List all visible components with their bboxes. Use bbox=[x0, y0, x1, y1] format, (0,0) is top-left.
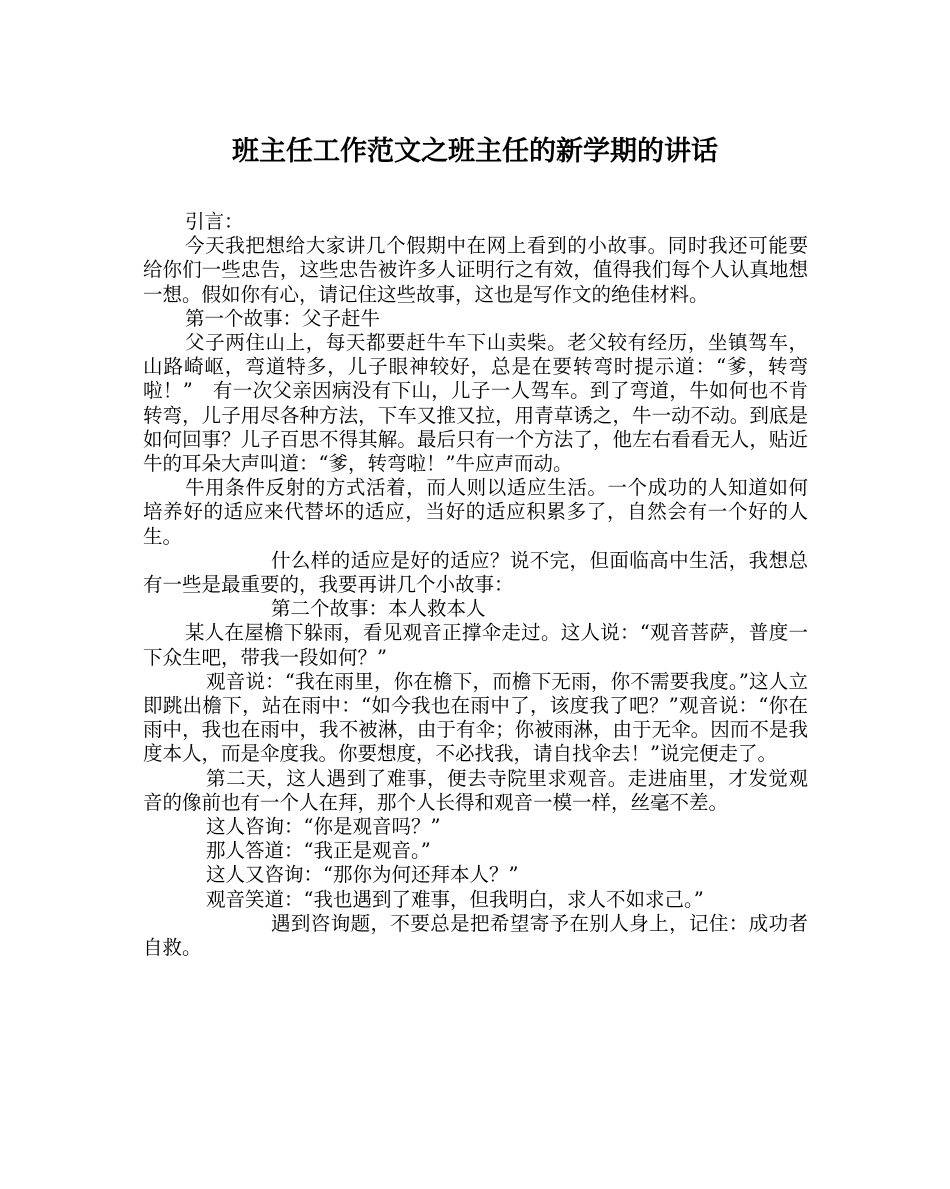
paragraph: 什么样的适应是好的适应？说不完，但面临高中生活，我想总有一些是最重要的，我要再讲几个小故事： bbox=[143, 548, 808, 597]
paragraph: 引言： bbox=[185, 210, 244, 233]
paragraph: 这人又咨询：“那你为何还拜本人？” bbox=[206, 863, 519, 887]
paragraph: 那人答道：“我正是观音。” bbox=[206, 839, 431, 863]
paragraph: 今天我把想给大家讲几个假期中在网上看到的小故事。同时我还可能要给你们一些忠告，这些忠告被许多人证明行之有效，值得我们每个人认真地想一想。假如你有心，请记住这些故事，这也是写作文的绝佳材料。 bbox=[143, 234, 808, 306]
paragraph: 遇到咨询题，不要总是把希望寄予在别人身上，记住：成功者自救。 bbox=[143, 911, 808, 960]
paragraph: 观音笑道：“我也遇到了难事，但我明白，求人不如求己。” bbox=[206, 887, 704, 911]
paragraph: 观音说：“我在雨里，你在檐下，而檐下无雨，你不需要我度。”这人立即跳出檐下，站在雨中：“如今我也在雨中了，该度我了吧？”观音说：“你在雨中，我也在雨中，我不被淋，由于有伞；你被雨淋，由于无伞。因而不是我度本人，而是伞度我。你要想度，不必找我，请自找伞去！”说完便走了。 bbox=[143, 669, 808, 766]
paragraph: 这人咨询：“你是观音吗？” bbox=[206, 815, 441, 839]
paragraph: 第一个故事：父子赶牛 bbox=[185, 306, 381, 330]
paragraph: 父子两住山上，每天都要赶牛车下山卖柴。老父较有经历，坐镇驾车，山路崎岖，弯道特多，儿子眼神较好，总是在要转弯时提示道：“爹，转弯啦！” 有一次父亲因病没有下山，儿子一人驾车。到了弯道，牛如何也不肯转弯，儿子用尽各种方法，下车又推又拉，用青草诱之，牛一动不动。到底是如何回事？儿子百思不得其解。最后只有一个方法了，他左右看看无人，贴近牛的耳朵大声叫道：“爹，转弯啦！”牛应声而动。 bbox=[143, 331, 808, 476]
paragraph: 第二天，这人遇到了难事，便去寺院里求观音。走进庙里，才发觉观音的像前也有一个人在拜，那个人长得和观音一模一样，丝毫不差。 bbox=[143, 766, 808, 814]
paragraph: 第二个故事：本人救本人 bbox=[271, 597, 486, 621]
paragraph: 牛用条件反射的方式活着，而人则以适应生活。一个成功的人知道如何培养好的适应来代替坏的适应，当好的适应积累多了，自然会有一个好的人生。 bbox=[143, 476, 808, 548]
document-body bbox=[143, 210, 808, 960]
document-title: 班主任工作范文之班主任的新学期的讲话 bbox=[232, 136, 718, 167]
paragraph: 某人在屋檐下躲雨，看见观音正撑伞走过。这人说：“观音菩萨，普度一下众生吧，带我一段如何？” bbox=[143, 621, 808, 669]
